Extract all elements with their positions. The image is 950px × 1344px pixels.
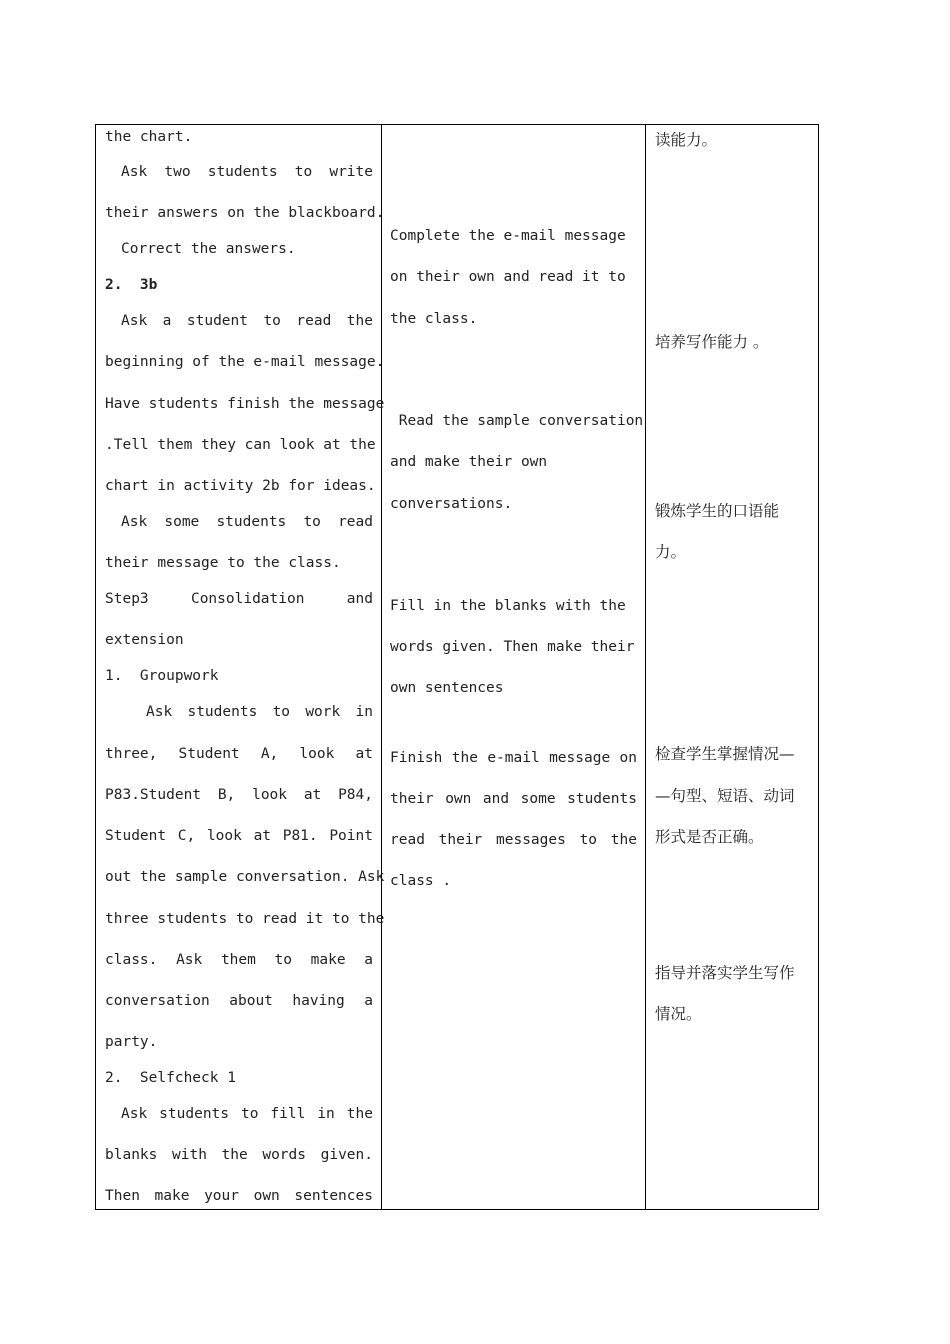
text-line [105,828,373,844]
text-line: 读能力。 [655,131,718,149]
text-line: party. [105,1034,158,1050]
word: in [355,704,373,720]
word: class. [105,952,158,968]
word: students [216,514,287,530]
word: sentences [294,1188,373,1204]
word: A, [260,746,279,762]
word: to [263,313,281,329]
word: in [317,1106,335,1122]
word: work [305,704,341,720]
word: Ask [121,164,148,180]
word: the [610,832,637,848]
text-line: the class. [390,311,478,327]
text-line: 力。 [655,543,687,561]
text-line: Fill in the blanks with the [390,598,626,614]
word: a [364,952,373,968]
word: two [164,164,191,180]
text-line [121,313,373,329]
word: about [229,993,273,1009]
word: a [162,313,172,329]
word: own [445,791,472,807]
word: Ask [121,1106,148,1122]
word: Then [105,1188,140,1204]
word: their [390,791,434,807]
text-line [121,1106,373,1122]
word: your [204,1188,239,1204]
word: the [221,1147,248,1163]
word: e-mail [487,750,540,766]
text-line [390,750,637,766]
word: to [303,514,321,530]
text-line: 指导并落实学生写作 [655,964,795,982]
word: to [294,164,313,180]
word: write [329,164,373,180]
text-line: conversations. [390,496,513,512]
word: fill [270,1106,306,1122]
word: Consolidation [190,591,305,607]
word: at [253,828,272,844]
word: make [154,1188,190,1204]
word: students [567,791,637,807]
section-heading: 1. Groupwork [105,668,219,684]
section-heading [105,591,373,607]
word: P83.Student [105,787,202,803]
text-line [390,791,637,807]
word: read [296,313,332,329]
word: Student [178,746,240,762]
text-line: own sentences [390,680,504,696]
lesson-plan-table [95,124,819,1210]
word: Finish [390,750,443,766]
word: three, [105,746,158,762]
section-heading: 2. 3b [105,277,158,293]
text-line: beginning of the e-mail message. [105,354,385,370]
text-line: .Tell them they can look at the [105,437,376,453]
text-line: and make their own [390,454,548,470]
word: look [299,746,335,762]
text-line: class . [390,873,452,889]
word: Step3 [105,591,149,607]
word: Ask [146,704,173,720]
text-line [105,993,373,1009]
text-line: chart in activity 2b for ideas. [105,478,376,494]
text-line [105,952,373,968]
text-line: their answers on the blackboard. [105,205,385,221]
column-divider [645,124,646,1210]
text-line: Read the sample conversation [390,413,644,429]
word: P81. [282,828,318,844]
text-line: extension [105,632,184,648]
word: having [292,993,345,1009]
text-line: —句型、短语、动词 [655,787,795,805]
word: the [346,1106,373,1122]
word: P84, [338,787,373,803]
word: Student [105,828,167,844]
text-line [146,704,373,720]
word: students [207,164,278,180]
section-heading: 2. Selfcheck 1 [105,1070,236,1086]
word: student [186,313,248,329]
word: them [220,952,256,968]
word: blanks [105,1147,158,1163]
word: at [355,746,373,762]
word: read [390,832,425,848]
text-line: their message to the class. [105,555,341,571]
word: messages [496,832,566,848]
text-line: on their own and read it to [390,269,626,285]
text-line [121,514,373,530]
column-divider [381,124,382,1210]
word: the [451,750,478,766]
word: conversation [105,993,210,1009]
text-line: words given. Then make their [390,639,635,655]
word: message [549,750,611,766]
word: students [159,1106,230,1122]
text-line [105,787,373,803]
word: to [272,704,291,720]
word: to [579,832,598,848]
word: students [187,704,258,720]
word: own [253,1188,280,1204]
text-line [105,746,373,762]
text-line: Complete the e-mail message [390,228,626,244]
word: a [364,993,373,1009]
word: read [338,514,373,530]
word: at [303,787,322,803]
word: B, [217,787,236,803]
text-line: 培养写作能力 。 [655,333,769,351]
text-line: 情况。 [655,1005,702,1023]
word: and [346,591,373,607]
text-line: Correct the answers. [121,241,296,257]
word: Ask [121,313,148,329]
text-line: Have students finish the message [105,396,385,412]
text-line: out the sample conversation. Ask [105,869,385,885]
word: given. [320,1147,373,1163]
word: their [438,832,483,848]
word: some [164,514,200,530]
word: with [172,1147,207,1163]
text-line: 锻炼学生的口语能 [655,502,780,520]
word: Point [329,828,373,844]
word: look [206,828,242,844]
text-line: the chart. [105,129,193,145]
text-line [105,1147,373,1163]
text-line: 形式是否正确。 [655,828,764,846]
word: C, [177,828,196,844]
word: the [346,313,373,329]
text-line [390,832,637,848]
text-line [105,1188,373,1204]
text-line: three students to read it to the [105,911,385,927]
word: look [252,787,288,803]
text-line: 检查学生掌握情况— [655,745,795,763]
word: to [240,1106,259,1122]
word: words [262,1147,306,1163]
word: to [274,952,292,968]
word: make [310,952,346,968]
word: some [520,791,556,807]
word: on [619,750,637,766]
word: Ask [176,952,203,968]
text-line [121,164,373,180]
word: and [482,791,510,807]
word: Ask [121,514,148,530]
